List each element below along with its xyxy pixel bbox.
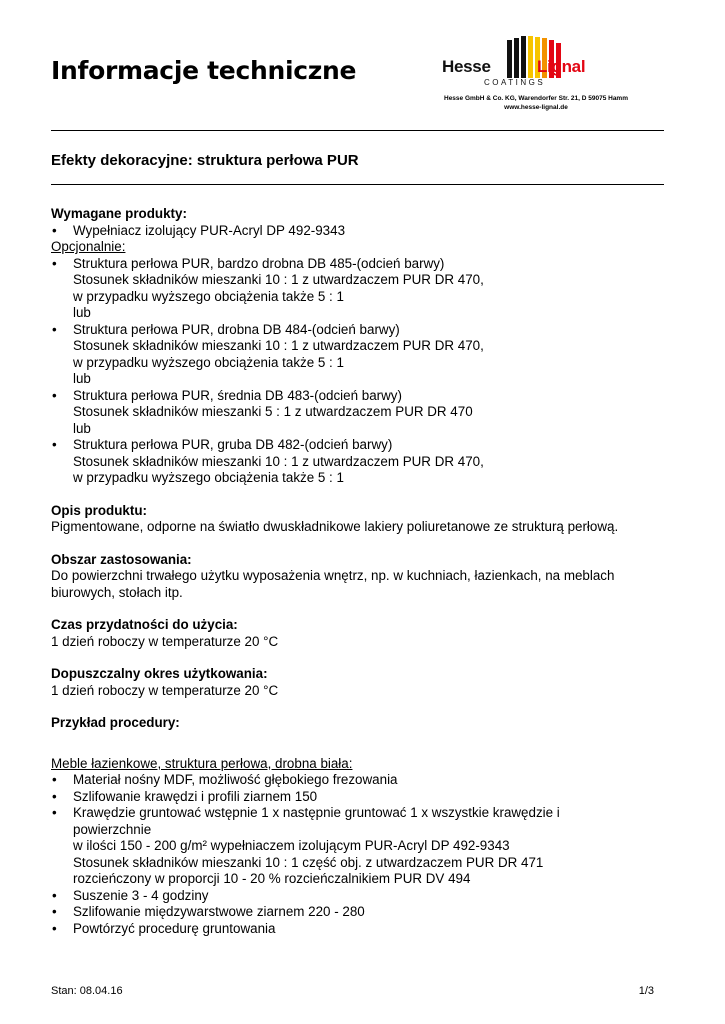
usage-text: biurowych, stołach itp.: [51, 584, 183, 600]
option-line: • Struktura perłowa PUR, gruba DB 482-(odcień barwy): [51, 437, 671, 454]
option-line: • Struktura perłowa PUR, drobna DB 484-(odcień barwy): [51, 322, 671, 339]
subtitle-divider: [51, 184, 664, 185]
option-line: • Struktura perłowa PUR, bardzo drobna DB 485-(odcień barwy): [51, 256, 671, 273]
footer-page-number: 1/3: [638, 985, 654, 997]
option-line: w przypadku wyższego obciążenia także 5 : 1: [73, 470, 344, 485]
option-line: Stosunek składników mieszanki 10 : 1 z utwardzaczem PUR DR 470,: [73, 272, 484, 287]
step-line: • Krawędzie gruntować wstępnie 1 x następnie gruntować 1 x wszystkie krawędzie i: [51, 805, 671, 822]
option-line: lub: [73, 420, 91, 436]
option-line: Stosunek składników mieszanki 10 : 1 z utwardzaczem PUR DR 470,: [73, 338, 484, 353]
service-heading: Dopuszczalny okres użytkowania:: [51, 666, 268, 681]
page-title: Informacje techniczne: [51, 56, 357, 85]
document-body: [51, 206, 671, 937]
top-divider: [51, 130, 664, 131]
list-item: • Szlifowanie międzywarstwowe ziarnem 220 - 280: [51, 904, 671, 921]
list-item: • Szlifowanie krawędzi i profili ziarnem 150: [51, 789, 671, 806]
potlife-text: 1 dzień roboczy w temperaturze 20 °C: [51, 633, 279, 649]
potlife-heading: Czas przydatności do użycia:: [51, 617, 238, 632]
list-item: [51, 805, 671, 888]
logo-brand-lignal: Lignal: [537, 57, 586, 76]
list-item: • Wypełniacz izolujący PUR-Acryl DP 492-9343: [51, 223, 671, 240]
procedure-heading: Przykład procedury:: [51, 715, 180, 730]
list-item: • Suszenie 3 - 4 godziny: [51, 888, 671, 905]
company-address: Hesse GmbH & Co. KG, Warendorfer Str. 21, D 59075 Hamm: [444, 95, 628, 102]
optional-label: Opcjonalnie:: [51, 239, 126, 254]
option-line: Stosunek składników mieszanki 10 : 1 z utwardzaczem PUR DR 470,: [73, 453, 484, 469]
list-item: • Materiał nośny MDF, możliwość głębokiego frezowania: [51, 772, 671, 789]
option-line: lub: [73, 305, 91, 320]
footer-date: Stan: 08.04.16: [51, 985, 123, 997]
usage-heading: Obszar zastosowania:: [51, 551, 192, 567]
list-item: [51, 256, 671, 322]
list-item: [51, 437, 671, 487]
option-line: Stosunek składników mieszanki 5 : 1 z utwardzaczem PUR DR 470: [73, 404, 473, 419]
required-heading: Wymagane produkty:: [51, 206, 187, 221]
logo-brand-hesse: Hesse: [442, 57, 491, 76]
step-line: rozcieńczony w proporcji 10 - 20 % rozcieńczalnikiem PUR DV 494: [73, 871, 471, 886]
option-line: w przypadku wyższego obciążenia także 5 : 1: [73, 288, 344, 304]
option-line: • Struktura perłowa PUR, średnia DB 483-(odcień barwy): [51, 388, 671, 405]
service-text: 1 dzień roboczy w temperaturze 20 °C: [51, 682, 279, 698]
list-item: [51, 322, 671, 388]
description-heading: Opis produktu:: [51, 502, 147, 518]
step-line: w ilości 150 - 200 g/m² wypełniaczem izolującym PUR-Acryl DP 492-9343: [73, 838, 510, 853]
option-line: lub: [73, 371, 91, 386]
option-line: w przypadku wyższego obciążenia także 5 : 1: [73, 354, 344, 370]
usage-text: Do powierzchni trwałego użytku wyposażenia wnętrz, np. w kuchniach, łazienkach, na meblach: [51, 568, 615, 583]
procedure-example-title: Meble łazienkowe, struktura perłowa, drobna biała:: [51, 755, 353, 771]
list-item: • Powtórzyć procedurę gruntowania: [51, 921, 671, 938]
description-text: Pigmentowane, odporne na światło dwuskładnikowe lakiery poliuretanowe ze strukturą perłową.: [51, 519, 619, 534]
company-website: www.hesse-lignal.de: [504, 104, 568, 111]
document-subtitle: Efekty dekoracyjne: struktura perłowa PUR: [51, 152, 359, 169]
list-item: [51, 388, 671, 438]
company-logo: [418, 36, 654, 126]
logo-tagline: COATINGS: [484, 78, 546, 87]
step-line: Stosunek składników mieszanki 10 : 1 część obj. z utwardzaczem PUR DR 471: [73, 854, 544, 870]
step-line: powierzchnie: [73, 821, 152, 837]
